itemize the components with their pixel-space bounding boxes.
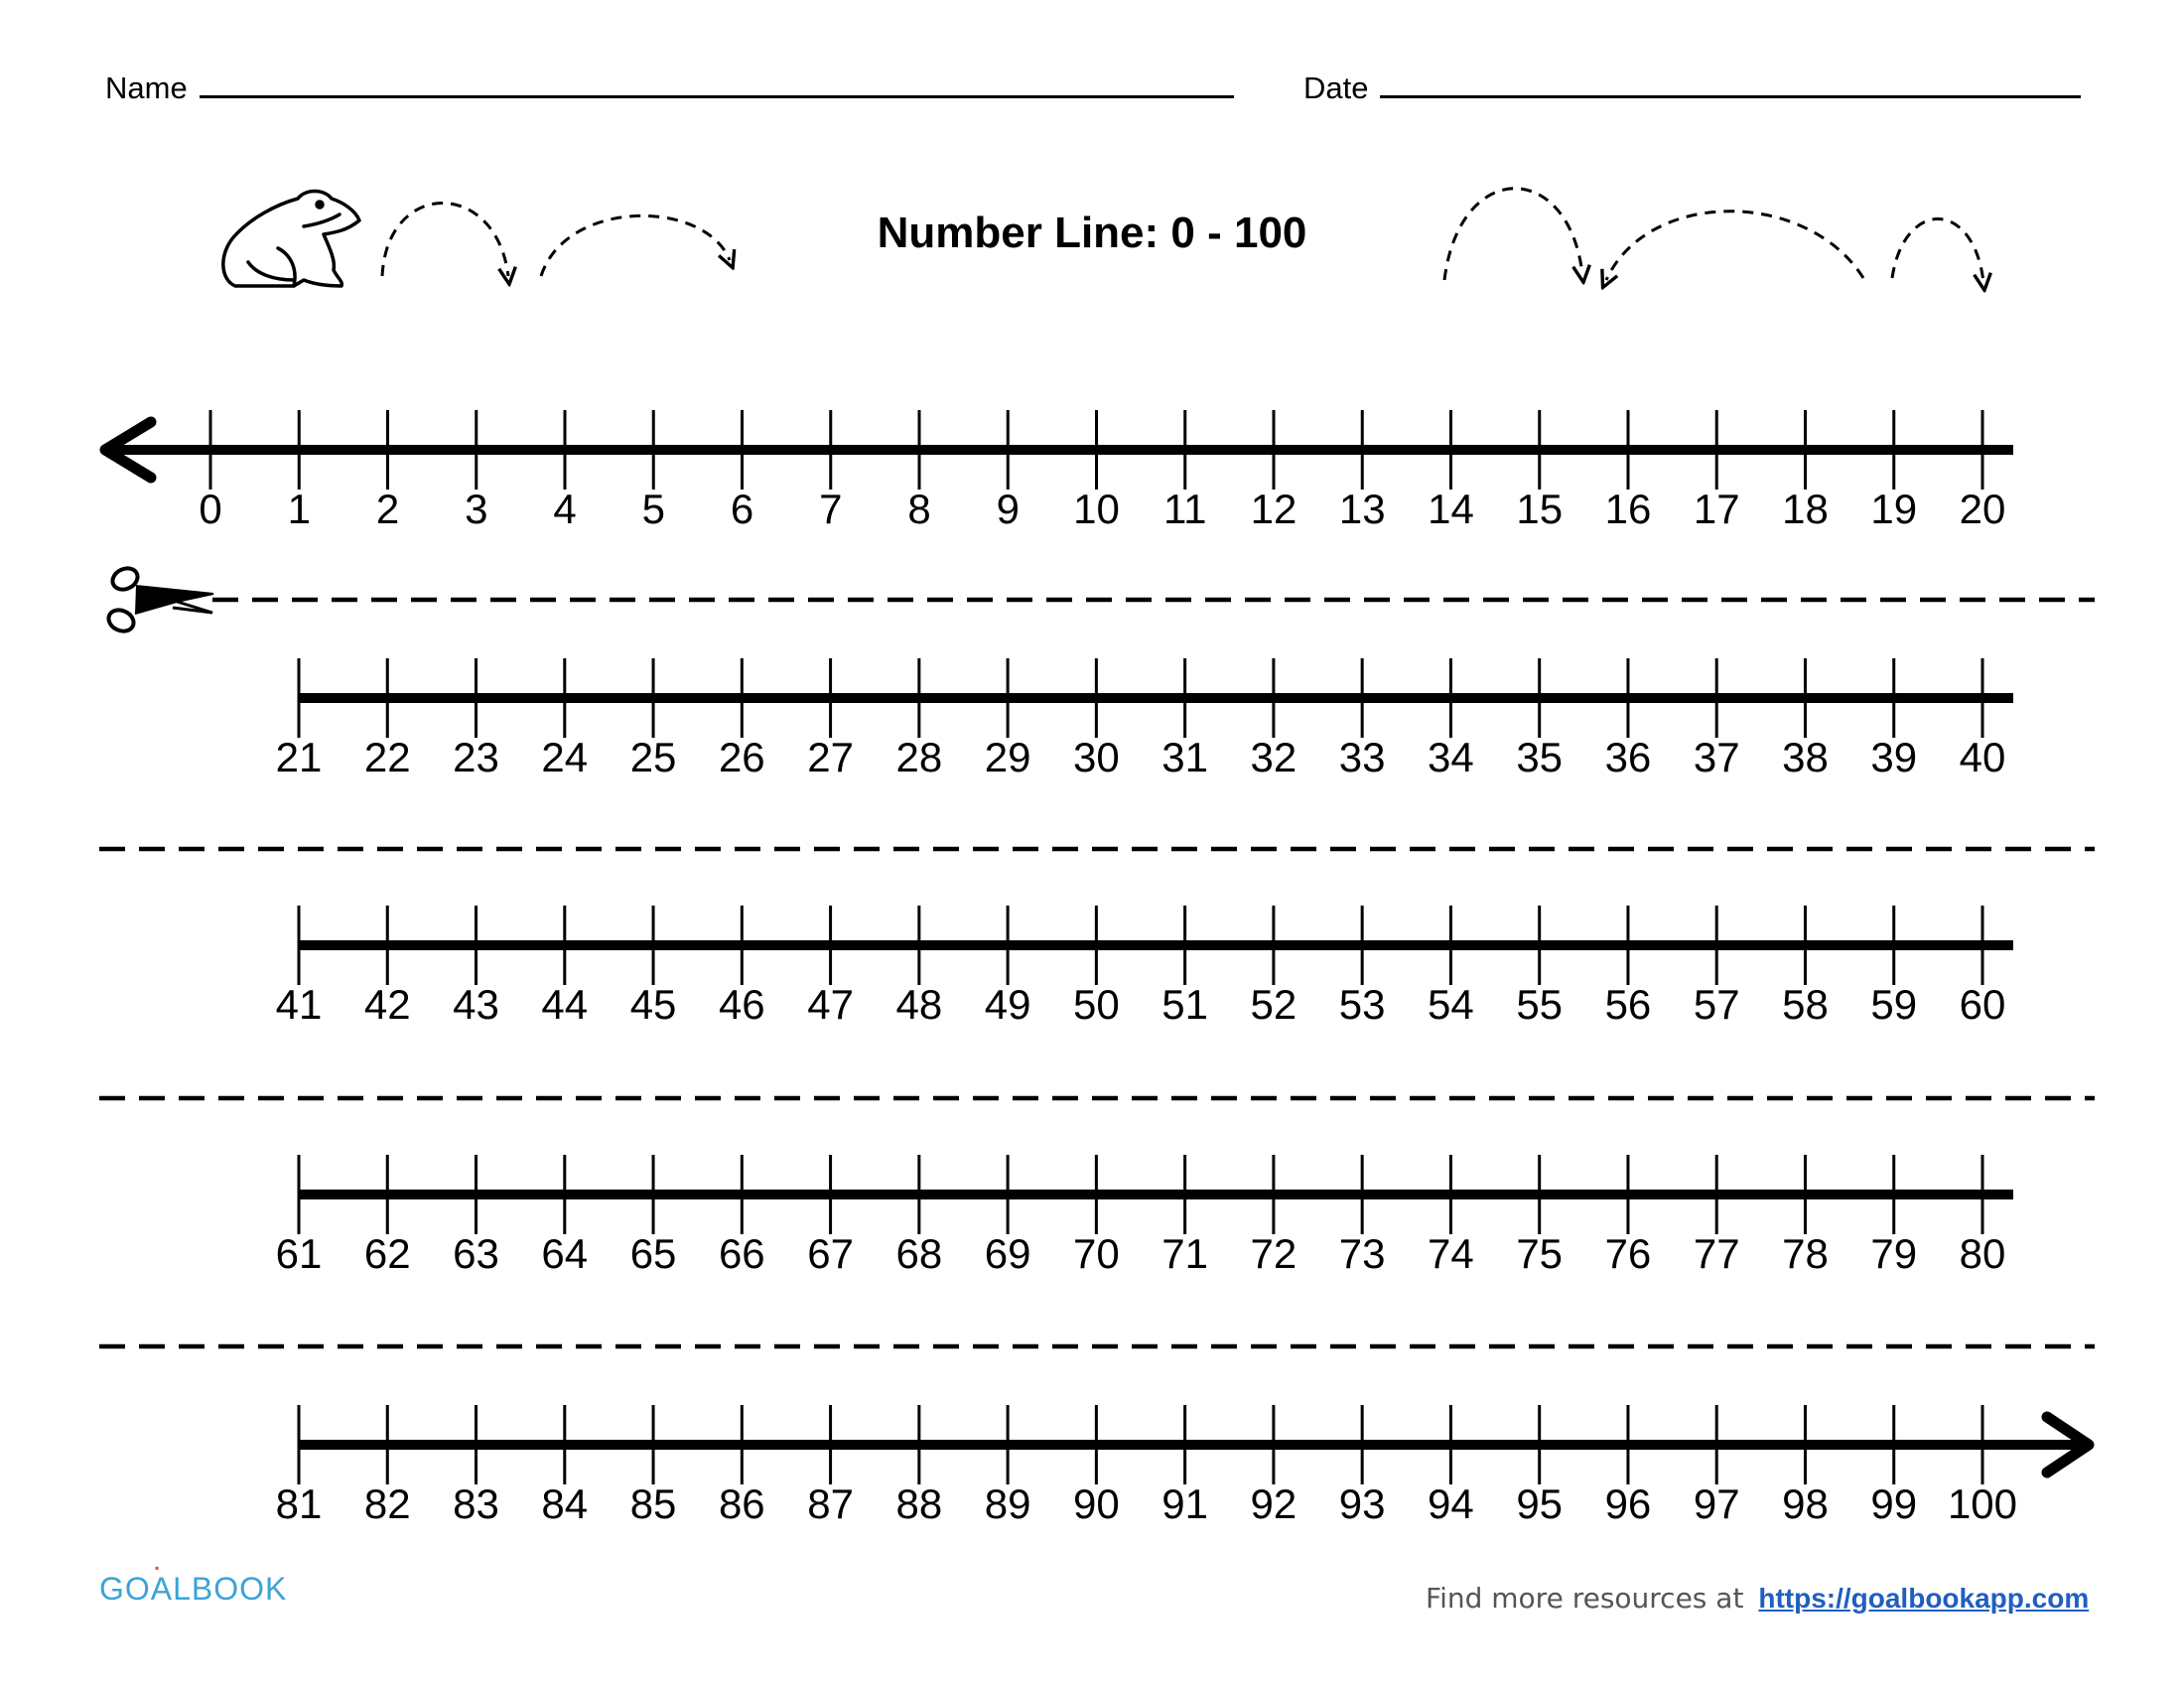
tick-label-79: 79	[1870, 1230, 1918, 1277]
tick-label-35: 35	[1516, 734, 1564, 780]
tick-label-4: 4	[553, 486, 577, 532]
tick-label-53: 53	[1338, 981, 1386, 1028]
tick-label-5: 5	[641, 486, 665, 532]
page-title: Number Line: 0 - 100	[877, 209, 1307, 257]
tick-label-13: 13	[1338, 486, 1386, 532]
tick-label-18: 18	[1782, 486, 1829, 532]
tick-label-24: 24	[541, 734, 589, 780]
tick-label-65: 65	[629, 1230, 677, 1277]
tick-label-57: 57	[1693, 981, 1740, 1028]
tick-label-38: 38	[1782, 734, 1829, 780]
tick-label-91: 91	[1161, 1480, 1208, 1527]
tick-label-7: 7	[819, 486, 843, 532]
number-line-61-80	[276, 1155, 2013, 1277]
tick-label-51: 51	[1161, 981, 1208, 1028]
tick-label-78: 78	[1782, 1230, 1829, 1277]
tick-label-89: 89	[984, 1480, 1031, 1527]
tick-label-11: 11	[1162, 486, 1207, 532]
scissors-icon	[105, 564, 213, 634]
tick-label-19: 19	[1870, 486, 1918, 532]
tick-label-98: 98	[1782, 1480, 1829, 1527]
tick-label-54: 54	[1428, 981, 1474, 1028]
tick-label-1: 1	[287, 486, 311, 532]
tick-label-8: 8	[907, 486, 931, 532]
logo-text: GOALBOOK	[99, 1571, 288, 1607]
tick-label-87: 87	[807, 1480, 854, 1527]
tick-label-86: 86	[718, 1480, 765, 1527]
tick-label-30: 30	[1073, 734, 1120, 780]
footer-resources	[1426, 1582, 2089, 1615]
tick-label-66: 66	[718, 1230, 765, 1277]
tick-label-46: 46	[718, 981, 765, 1028]
date-label: Date	[1303, 70, 1369, 105]
number-line-41-60	[276, 906, 2013, 1028]
tick-label-77: 77	[1693, 1230, 1740, 1277]
tick-label-16: 16	[1604, 486, 1652, 532]
tick-label-94: 94	[1428, 1480, 1474, 1527]
logo-flag-icon: ▪	[155, 1561, 161, 1575]
tick-label-59: 59	[1870, 981, 1918, 1028]
goalbook-logo	[99, 1561, 288, 1608]
tick-label-90: 90	[1073, 1480, 1120, 1527]
tick-label-33: 33	[1338, 734, 1386, 780]
tick-label-88: 88	[895, 1480, 943, 1527]
tick-label-41: 41	[275, 981, 323, 1028]
tick-label-21: 21	[275, 734, 323, 780]
tick-label-49: 49	[984, 981, 1031, 1028]
dashed-hop-arrow-icon	[1892, 218, 1983, 282]
tick-label-81: 81	[275, 1480, 323, 1527]
tick-label-47: 47	[807, 981, 854, 1028]
tick-label-76: 76	[1604, 1230, 1652, 1277]
tick-label-83: 83	[453, 1480, 499, 1527]
tick-label-20: 20	[1959, 486, 2006, 532]
frog-icon	[223, 192, 359, 287]
tick-label-62: 62	[363, 1230, 411, 1277]
tick-label-29: 29	[984, 734, 1031, 780]
tick-label-17: 17	[1693, 486, 1740, 532]
dashed-hop-arrow-icon	[541, 215, 730, 276]
tick-label-92: 92	[1250, 1480, 1297, 1527]
tick-label-95: 95	[1516, 1480, 1564, 1527]
tick-label-43: 43	[453, 981, 499, 1028]
tick-label-82: 82	[363, 1480, 411, 1527]
name-label: Name	[105, 70, 188, 105]
tick-label-100: 100	[1947, 1480, 2018, 1527]
tick-label-44: 44	[541, 981, 589, 1028]
tick-label-63: 63	[453, 1230, 499, 1277]
tick-label-68: 68	[895, 1230, 943, 1277]
tick-label-74: 74	[1428, 1230, 1474, 1277]
number-lines	[105, 410, 2089, 1527]
dashed-hop-arrow-icon	[1444, 189, 1582, 280]
tick-label-55: 55	[1516, 981, 1564, 1028]
tick-label-28: 28	[895, 734, 943, 780]
tick-label-34: 34	[1428, 734, 1474, 780]
number-line-0-20	[105, 410, 2013, 532]
number-line-81-100	[276, 1405, 2089, 1527]
tick-label-80: 80	[1959, 1230, 2006, 1277]
footer-resources-text: Find more resources at	[1426, 1582, 1744, 1615]
tick-label-56: 56	[1604, 981, 1652, 1028]
tick-label-26: 26	[718, 734, 765, 780]
tick-label-37: 37	[1693, 734, 1740, 780]
tick-label-67: 67	[807, 1230, 854, 1277]
tick-label-10: 10	[1073, 486, 1120, 532]
tick-label-32: 32	[1250, 734, 1297, 780]
tick-label-69: 69	[984, 1230, 1031, 1277]
tick-label-73: 73	[1338, 1230, 1386, 1277]
tick-label-0: 0	[199, 486, 222, 532]
tick-label-3: 3	[465, 486, 488, 532]
tick-label-31: 31	[1161, 734, 1208, 780]
tick-label-9: 9	[996, 486, 1020, 532]
tick-label-40: 40	[1959, 734, 2006, 780]
tick-label-42: 42	[363, 981, 411, 1028]
tick-label-60: 60	[1959, 981, 2006, 1028]
tick-label-71: 71	[1161, 1230, 1208, 1277]
tick-label-97: 97	[1693, 1480, 1740, 1527]
tick-label-96: 96	[1604, 1480, 1652, 1527]
tick-label-14: 14	[1428, 486, 1474, 532]
tick-label-48: 48	[895, 981, 943, 1028]
tick-label-72: 72	[1250, 1230, 1297, 1277]
tick-label-75: 75	[1516, 1230, 1564, 1277]
tick-label-58: 58	[1782, 981, 1829, 1028]
number-line-21-40	[276, 658, 2013, 780]
tick-label-2: 2	[375, 486, 400, 532]
tick-label-85: 85	[629, 1480, 677, 1527]
tick-label-23: 23	[453, 734, 499, 780]
tick-label-93: 93	[1338, 1480, 1386, 1527]
tick-label-70: 70	[1073, 1230, 1120, 1277]
tick-label-6: 6	[730, 486, 754, 532]
tick-label-12: 12	[1250, 486, 1297, 532]
goalbook-link[interactable]: https://goalbookapp.com	[1758, 1583, 2090, 1614]
tick-label-22: 22	[363, 734, 411, 780]
tick-label-52: 52	[1250, 981, 1297, 1028]
tick-label-50: 50	[1073, 981, 1120, 1028]
tick-label-99: 99	[1870, 1480, 1918, 1527]
tick-label-64: 64	[541, 1230, 589, 1277]
tick-label-84: 84	[541, 1480, 589, 1527]
dashed-hop-arrow-icon	[1606, 211, 1863, 280]
dashed-hop-arrow-icon	[382, 204, 508, 277]
tick-label-39: 39	[1870, 734, 1918, 780]
tick-label-36: 36	[1604, 734, 1652, 780]
tick-label-27: 27	[807, 734, 854, 780]
tick-label-45: 45	[629, 981, 677, 1028]
hop-arrows	[382, 189, 1983, 282]
tick-label-61: 61	[275, 1230, 323, 1277]
tick-label-25: 25	[629, 734, 677, 780]
tick-label-15: 15	[1516, 486, 1564, 532]
